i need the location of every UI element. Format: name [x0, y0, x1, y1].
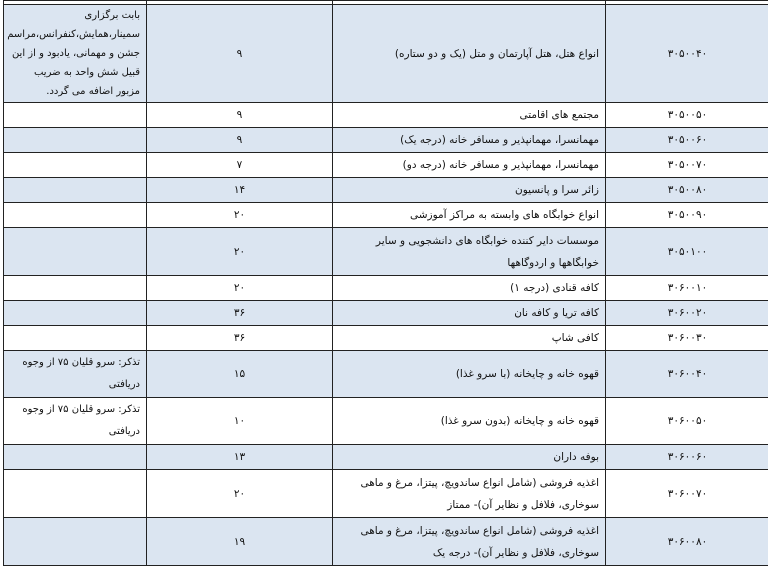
title-cell: مجتمع های اقامتی	[333, 103, 606, 128]
rate-cell: ۱۵	[147, 351, 333, 398]
rate-cell: ۷	[147, 153, 333, 178]
note-cell: بابت برگزاری سمینار،همایش،کنفرانس،مراسم جشن و مهمانی، یادبود و از این قبیل شش واحد به ضریب مزبور اضافه می گردد.	[4, 5, 147, 103]
code-cell: ۳۰۵۰۰۴۰	[606, 5, 768, 103]
table-row	[4, 351, 768, 398]
note-cell	[4, 301, 147, 326]
rate-cell: ۹	[147, 128, 333, 153]
rate-cell: ۹	[147, 103, 333, 128]
table-row	[4, 128, 768, 153]
table-row	[4, 103, 768, 128]
title-cell: موسسات دایر کننده خوابگاه های دانشجویی و سایر خوابگاهها و اردوگاهها	[333, 228, 606, 276]
code-cell: ۳۰۶۰۰۳۰	[606, 326, 768, 351]
title-cell: کافه قنادی (درجه ۱)	[333, 276, 606, 301]
title-cell: کافی شاپ	[333, 326, 606, 351]
table-row	[4, 153, 768, 178]
code-cell: ۳۰۵۰۱۰۰	[606, 228, 768, 276]
rate-cell: ۲۰	[147, 203, 333, 228]
rate-cell: ۱۳	[147, 445, 333, 470]
note-cell	[4, 128, 147, 153]
code-cell: ۳۰۶۰۰۵۰	[606, 398, 768, 445]
table-row	[4, 276, 768, 301]
note-cell: تذکر: سرو قلیان ۷۵ از وجوه دریافتی	[4, 351, 147, 398]
table-row	[4, 445, 768, 470]
title-cell: زائر سرا و پانسیون	[333, 178, 606, 203]
code-cell: ۳۰۵۰۰۸۰	[606, 178, 768, 203]
title-cell: قهوه خانه و چایخانه (بدون سرو غذا)	[333, 398, 606, 445]
table-row	[4, 5, 768, 103]
note-cell	[4, 470, 147, 518]
rate-cell: ۲۰	[147, 228, 333, 276]
code-cell: ۳۰۶۰۰۷۰	[606, 470, 768, 518]
table-row	[4, 178, 768, 203]
note-cell	[4, 276, 147, 301]
code-cell: ۳۰۶۰۰۴۰	[606, 351, 768, 398]
table-row	[4, 228, 768, 276]
table-row	[4, 326, 768, 351]
note-cell	[4, 203, 147, 228]
code-cell: ۳۰۵۰۰۶۰	[606, 128, 768, 153]
code-cell: ۳۰۶۰۰۲۰	[606, 301, 768, 326]
note-cell	[4, 326, 147, 351]
table-row	[4, 518, 768, 566]
rate-cell: ۱۰	[147, 398, 333, 445]
title-cell: انواع هتل، هتل آپارتمان و متل (یک و دو ستاره)	[333, 5, 606, 103]
note-cell	[4, 445, 147, 470]
note-cell	[4, 228, 147, 276]
title-cell: اغذیه فروشی (شامل انواع ساندویچ، پیتزا، مرغ و ماهی سوخاری، فلافل و نظایر آن)- ممتاز	[333, 470, 606, 518]
tariff-table	[3, 0, 768, 566]
rate-cell: ۱۴	[147, 178, 333, 203]
table-row	[4, 203, 768, 228]
rate-cell: ۲۰	[147, 276, 333, 301]
table-row	[4, 398, 768, 445]
note-cell	[4, 518, 147, 566]
rate-cell: ۲۰	[147, 470, 333, 518]
note-cell	[4, 103, 147, 128]
title-cell: قهوه خانه و چایخانه (با سرو غذا)	[333, 351, 606, 398]
note-cell	[4, 178, 147, 203]
rate-cell: ۳۶	[147, 326, 333, 351]
code-cell: ۳۰۵۰۰۵۰	[606, 103, 768, 128]
table-row	[4, 301, 768, 326]
title-cell: مهمانسرا، مهمانپذیر و مسافر خانه (درجه دو)	[333, 153, 606, 178]
code-cell: ۳۰۵۰۰۹۰	[606, 203, 768, 228]
note-cell: تذکر: سرو قلیان ۷۵ از وجوه دریافتی	[4, 398, 147, 445]
code-cell: ۳۰۶۰۰۱۰	[606, 276, 768, 301]
code-cell: ۳۰۶۰۰۶۰	[606, 445, 768, 470]
title-cell: مهمانسرا، مهمانپذیر و مسافر خانه (درجه یک)	[333, 128, 606, 153]
title-cell: انواع خوابگاه های وابسته به مراکز آموزشی	[333, 203, 606, 228]
rate-cell: ۳۶	[147, 301, 333, 326]
table-row	[4, 470, 768, 518]
title-cell: بوفه داران	[333, 445, 606, 470]
code-cell: ۳۰۶۰۰۸۰	[606, 518, 768, 566]
rate-cell: ۱۹	[147, 518, 333, 566]
title-cell: کافه تریا و کافه نان	[333, 301, 606, 326]
rate-cell: ۹	[147, 5, 333, 103]
title-cell: اغذیه فروشی (شامل انواع ساندویچ، پیتزا، مرغ و ماهی سوخاری، فلافل و نظایر آن)- درجه یک	[333, 518, 606, 566]
note-cell	[4, 153, 147, 178]
code-cell: ۳۰۵۰۰۷۰	[606, 153, 768, 178]
